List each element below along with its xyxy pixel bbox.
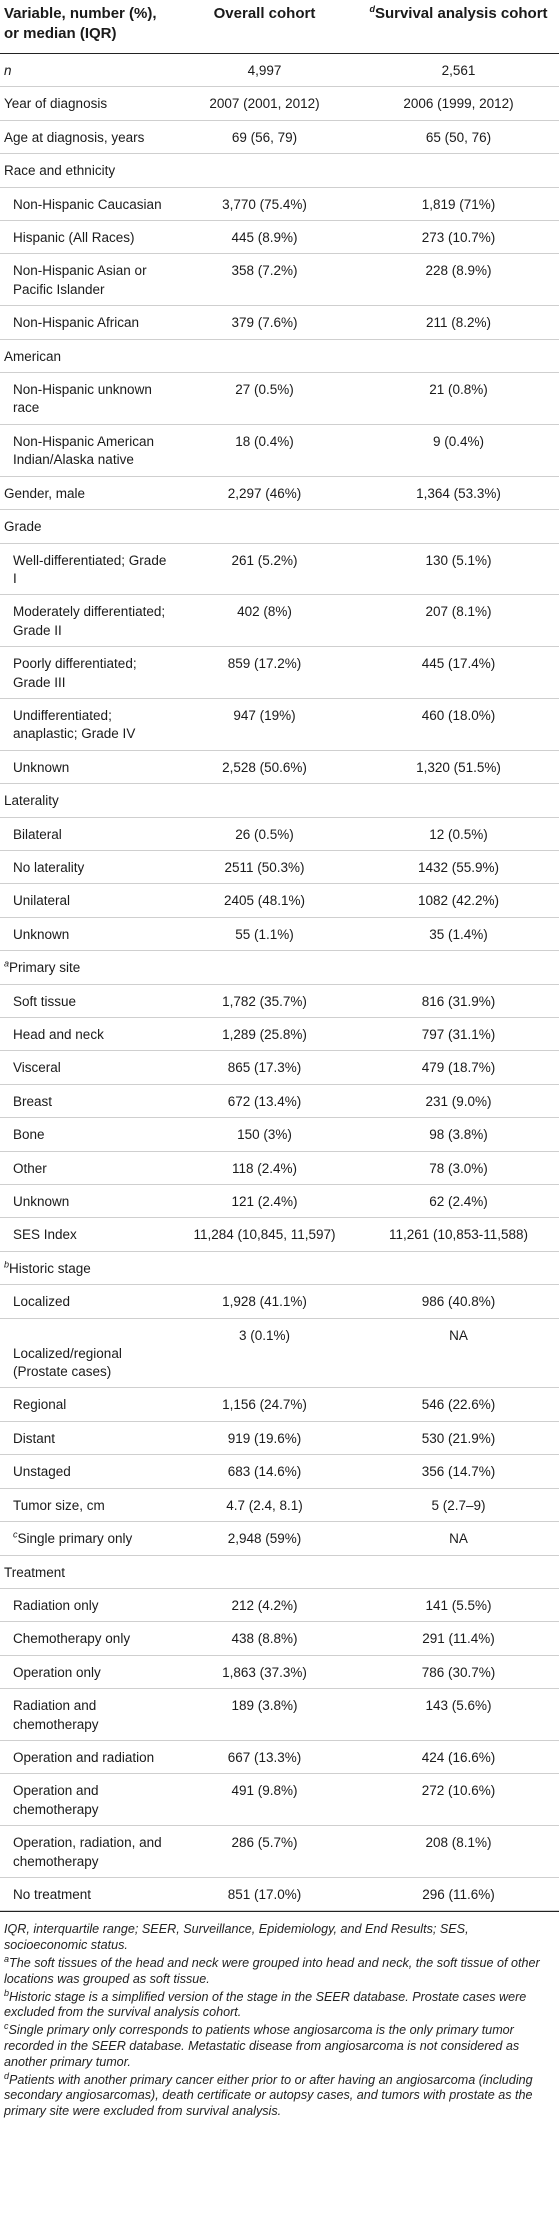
survival-cohort-value: 207 (8.1%): [358, 595, 559, 647]
overall-cohort-value: 69 (56, 79): [171, 120, 358, 153]
row-label-cell: [0, 817, 171, 850]
survival-cohort-value: [358, 951, 559, 984]
footnote-text: Single primary only corresponds to patients whose angiosarcoma is the only primary tumor recorded in the SEER database. Metastatic disease from angiosarcoma is not considered as another primary tumor.: [4, 2023, 520, 2069]
overall-cohort-value: 4,997: [171, 54, 358, 87]
survival-cohort-value: [358, 1251, 559, 1284]
overall-cohort-value: 379 (7.6%): [171, 306, 358, 339]
row-label: Radiation only: [13, 1597, 99, 1613]
row-label-cell: [0, 750, 171, 783]
row-label: Distant: [13, 1430, 56, 1446]
overall-cohort-value: 55 (1.1%): [171, 917, 358, 950]
row-label: Localized: [13, 1294, 71, 1310]
survival-cohort-value: 1,819 (71%): [358, 187, 559, 220]
table-row: [0, 1185, 559, 1218]
row-label-cell: [0, 187, 171, 220]
table-row: [0, 1251, 559, 1284]
survival-cohort-value: 424 (16.6%): [358, 1740, 559, 1773]
row-label: Non-Hispanic Asian or Pacific Islander: [13, 263, 147, 297]
overall-cohort-value: 1,928 (41.1%): [171, 1285, 358, 1318]
table-row: [0, 1877, 559, 1910]
table-row: [0, 1318, 559, 1388]
row-label-cell: [0, 254, 171, 306]
survival-cohort-value: 208 (8.1%): [358, 1826, 559, 1878]
overall-cohort-value: 4.7 (2.4, 8.1): [171, 1488, 358, 1521]
survival-cohort-value: 816 (31.9%): [358, 984, 559, 1017]
row-label-cell: [0, 784, 171, 817]
table-body: [0, 54, 559, 1911]
table-row: [0, 951, 559, 984]
survival-cohort-value: 546 (22.6%): [358, 1388, 559, 1421]
row-label-cell: [0, 1740, 171, 1773]
survival-cohort-value: 11,261 (10,853-11,588): [358, 1218, 559, 1251]
table-row: [0, 424, 559, 476]
survival-cohort-value: 986 (40.8%): [358, 1285, 559, 1318]
row-label-cell: [0, 647, 171, 699]
footnote: [4, 1987, 555, 2022]
row-label: Operation and chemotherapy: [13, 1783, 99, 1817]
row-label: Head and neck: [13, 1027, 104, 1042]
row-label-cell: [0, 1185, 171, 1218]
table-row: [0, 1118, 559, 1151]
row-label: Operation and radiation: [13, 1749, 155, 1765]
survival-cohort-value: 273 (10.7%): [358, 221, 559, 254]
overall-cohort-value: 118 (2.4%): [171, 1151, 358, 1184]
table-row: [0, 817, 559, 850]
row-label: Unstaged: [13, 1464, 71, 1480]
survival-cohort-value: 5 (2.7–9): [358, 1488, 559, 1521]
footnote: [4, 2020, 555, 2070]
row-label: Primary site: [9, 960, 81, 976]
survival-cohort-value: 786 (30.7%): [358, 1655, 559, 1688]
row-label: Non-Hispanic unknown race: [13, 382, 152, 416]
survival-cohort-value: 1082 (42.2%): [358, 884, 559, 917]
overall-cohort-value: 1,156 (24.7%): [171, 1388, 358, 1421]
table-row: [0, 595, 559, 647]
row-label: Age at diagnosis, years: [4, 129, 145, 145]
row-label: Well-differentiated; Grade I: [13, 552, 167, 586]
table-row: [0, 120, 559, 153]
overall-cohort-value: 2007 (2001, 2012): [171, 87, 358, 120]
survival-cohort-value: 143 (5.6%): [358, 1689, 559, 1741]
table-row: [0, 187, 559, 220]
row-label: Other: [13, 1160, 47, 1176]
row-label: Soft tissue: [13, 993, 77, 1009]
row-label: Undifferentiated; anaplastic; Grade IV: [13, 707, 136, 742]
row-label: Gender, male: [4, 485, 86, 501]
footnote-text: Patients with another primary cancer either prior to or after having an angiosarcoma (including secondary angiosarcomas), death certificate or autopsy cases, and tumors with prostate as the primary site were excluded from survival analysis.: [4, 2072, 533, 2119]
row-label: n: [4, 63, 12, 78]
row-label-cell: [0, 339, 171, 372]
survival-cohort-value: 65 (50, 76): [358, 120, 559, 153]
overall-cohort-value: 1,289 (25.8%): [171, 1018, 358, 1051]
row-label: Chemotherapy only: [13, 1631, 131, 1647]
overall-cohort-value: 859 (17.2%): [171, 647, 358, 699]
footnote-text: Historic stage is a simplified version of the stage in the SEER database. Prostate cases were excluded from the survival analysis cohort.: [4, 1989, 527, 2020]
survival-cohort-value: 2,561: [358, 54, 559, 87]
row-label-cell: [0, 850, 171, 883]
overall-cohort-value: 150 (3%): [171, 1118, 358, 1151]
table-row: [0, 750, 559, 783]
table-row: [0, 647, 559, 699]
table-row: [0, 1588, 559, 1621]
survival-cohort-value: 228 (8.9%): [358, 254, 559, 306]
row-label: Grade: [4, 519, 42, 535]
survival-cohort-value: 98 (3.8%): [358, 1118, 559, 1151]
table-row: [0, 850, 559, 883]
header-variable: Variable, number (%), or median (IQR): [0, 0, 171, 54]
footnote-marker: b: [4, 1987, 10, 1998]
row-label: Visceral: [13, 1060, 61, 1076]
row-label: Localized/regional (Prostate cases): [13, 1345, 122, 1380]
row-label: Laterality: [4, 793, 59, 809]
survival-cohort-value: 291 (11.4%): [358, 1622, 559, 1655]
table-row: [0, 154, 559, 187]
overall-cohort-value: 121 (2.4%): [171, 1185, 358, 1218]
row-label-cell: [0, 373, 171, 425]
footnote-marker: d: [4, 2070, 10, 2081]
overall-cohort-value: 2405 (48.1%): [171, 884, 358, 917]
row-label-cell: [0, 1018, 171, 1051]
survival-cohort-value: [358, 154, 559, 187]
survival-cohort-value: 9 (0.4%): [358, 424, 559, 476]
survival-cohort-value: 12 (0.5%): [358, 817, 559, 850]
table-row: [0, 1655, 559, 1688]
row-label: Year of diagnosis: [4, 96, 108, 112]
row-label: Unilateral: [13, 893, 71, 909]
overall-cohort-value: 3 (0.1%): [171, 1318, 358, 1388]
overall-cohort-value: 261 (5.2%): [171, 543, 358, 595]
table-header: [0, 0, 559, 54]
survival-cohort-value: 130 (5.1%): [358, 543, 559, 595]
overall-cohort-value: [171, 951, 358, 984]
row-label-cell: [0, 1622, 171, 1655]
table-row: [0, 784, 559, 817]
row-label-cell: [0, 1421, 171, 1454]
survival-cohort-value: 272 (10.6%): [358, 1774, 559, 1826]
overall-cohort-value: 919 (19.6%): [171, 1421, 358, 1454]
footnote-text: IQR, interquartile range; SEER, Surveillance, Epidemiology, and End Results; SES, socioeconomic status.: [4, 1922, 469, 1953]
row-label: Treatment: [4, 1564, 66, 1580]
row-label-cell: [0, 87, 171, 120]
survival-cohort-value: 1432 (55.9%): [358, 850, 559, 883]
overall-cohort-value: [171, 1251, 358, 1284]
row-label: Non-Hispanic Caucasian: [13, 196, 162, 212]
row-label-cell: [0, 154, 171, 187]
table-row: [0, 1555, 559, 1588]
survival-cohort-value: 797 (31.1%): [358, 1018, 559, 1051]
table-row: [0, 373, 559, 425]
survival-cohort-value: 62 (2.4%): [358, 1185, 559, 1218]
row-label-cell: [0, 1655, 171, 1688]
table-row: [0, 1421, 559, 1454]
overall-cohort-value: 672 (13.4%): [171, 1084, 358, 1117]
table-row: [0, 339, 559, 372]
overall-cohort-value: 491 (9.8%): [171, 1774, 358, 1826]
row-label-cell: [0, 1151, 171, 1184]
survival-cohort-value: 356 (14.7%): [358, 1455, 559, 1488]
row-label-cell: [0, 698, 171, 750]
overall-cohort-value: 358 (7.2%): [171, 254, 358, 306]
overall-cohort-value: 947 (19%): [171, 698, 358, 750]
row-label: Historic stage: [9, 1260, 91, 1276]
row-label: Tumor size, cm: [13, 1497, 105, 1513]
row-label: Bone: [13, 1127, 45, 1143]
row-label-cell: [0, 221, 171, 254]
overall-cohort-value: 865 (17.3%): [171, 1051, 358, 1084]
survival-cohort-value: 479 (18.7%): [358, 1051, 559, 1084]
row-label-cell: [0, 54, 171, 87]
footnote: [4, 1922, 555, 1954]
row-label: Non-Hispanic African: [13, 315, 140, 331]
row-label: Breast: [13, 1093, 53, 1109]
overall-cohort-value: 445 (8.9%): [171, 221, 358, 254]
survival-cohort-value: 21 (0.8%): [358, 373, 559, 425]
overall-cohort-value: 18 (0.4%): [171, 424, 358, 476]
row-label-cell: [0, 424, 171, 476]
survival-cohort-value: [358, 510, 559, 543]
survival-cohort-value: 460 (18.0%): [358, 698, 559, 750]
footnote-marker: a: [4, 958, 10, 969]
table-footnotes: [0, 1911, 559, 2120]
table-row: [0, 1622, 559, 1655]
row-label: Operation only: [13, 1664, 101, 1680]
row-label-cell: [0, 1118, 171, 1151]
overall-cohort-value: 286 (5.7%): [171, 1826, 358, 1878]
row-label-cell: [0, 1251, 171, 1284]
overall-cohort-value: 851 (17.0%): [171, 1877, 358, 1910]
table-row: [0, 54, 559, 87]
footnote-marker: c: [13, 1529, 18, 1540]
table-row: [0, 1488, 559, 1521]
row-label-cell: [0, 595, 171, 647]
overall-cohort-value: 2,948 (59%): [171, 1522, 358, 1555]
table-row: [0, 543, 559, 595]
table-row: [0, 1826, 559, 1878]
row-label: No laterality: [13, 859, 85, 875]
overall-cohort-value: 438 (8.8%): [171, 1622, 358, 1655]
row-label: No treatment: [13, 1886, 92, 1902]
row-label-cell: [0, 1218, 171, 1251]
row-label-cell: [0, 510, 171, 543]
overall-cohort-value: 2,528 (50.6%): [171, 750, 358, 783]
row-label-cell: [0, 1318, 171, 1388]
overall-cohort-value: [171, 339, 358, 372]
row-label-cell: [0, 951, 171, 984]
table-row: [0, 1051, 559, 1084]
overall-cohort-value: [171, 154, 358, 187]
table-row: [0, 254, 559, 306]
footnote-marker: b: [4, 1259, 10, 1270]
overall-cohort-value: [171, 510, 358, 543]
survival-cohort-value: NA: [358, 1318, 559, 1388]
row-label: Poorly differentiated; Grade III: [13, 656, 137, 690]
header-survival-label: Survival analysis cohort: [374, 5, 548, 22]
survival-cohort-value: 296 (11.6%): [358, 1877, 559, 1910]
row-label-cell: [0, 1084, 171, 1117]
survival-cohort-value: 1,320 (51.5%): [358, 750, 559, 783]
table-row: [0, 1740, 559, 1773]
table-row: [0, 1151, 559, 1184]
footnote: [4, 1953, 555, 1988]
row-label-cell: [0, 1877, 171, 1910]
overall-cohort-value: 26 (0.5%): [171, 817, 358, 850]
overall-cohort-value: 189 (3.8%): [171, 1689, 358, 1741]
row-label-cell: [0, 1455, 171, 1488]
table-row: [0, 1522, 559, 1555]
table-row: [0, 1084, 559, 1117]
table-row: [0, 1388, 559, 1421]
row-label-cell: [0, 543, 171, 595]
table-row: [0, 221, 559, 254]
overall-cohort-value: 11,284 (10,845, 11,597): [171, 1218, 358, 1251]
survival-cohort-value: 211 (8.2%): [358, 306, 559, 339]
table-row: [0, 87, 559, 120]
survival-cohort-value: 141 (5.5%): [358, 1588, 559, 1621]
row-label-cell: [0, 1388, 171, 1421]
table-row: [0, 1018, 559, 1051]
survival-cohort-value: 530 (21.9%): [358, 1421, 559, 1454]
table-row: [0, 476, 559, 509]
survival-cohort-value: 2006 (1999, 2012): [358, 87, 559, 120]
survival-cohort-value: 35 (1.4%): [358, 917, 559, 950]
row-label: Regional: [13, 1397, 67, 1413]
overall-cohort-value: 667 (13.3%): [171, 1740, 358, 1773]
row-label: Moderately differentiated; Grade II: [13, 604, 166, 638]
survival-cohort-value: 1,364 (53.3%): [358, 476, 559, 509]
row-label-cell: [0, 1774, 171, 1826]
survival-cohort-value: 231 (9.0%): [358, 1084, 559, 1117]
row-label: Radiation and chemotherapy: [13, 1698, 99, 1732]
row-label: SES Index: [13, 1227, 77, 1243]
row-label: Race and ethnicity: [4, 163, 116, 179]
row-label: Non-Hispanic American Indian/Alaska native: [13, 433, 155, 468]
survival-cohort-value: 78 (3.0%): [358, 1151, 559, 1184]
table-row: [0, 1218, 559, 1251]
table-row: [0, 1774, 559, 1826]
overall-cohort-value: 1,782 (35.7%): [171, 984, 358, 1017]
survival-cohort-value: [358, 784, 559, 817]
footnote-text: The soft tissues of the head and neck were grouped into head and neck, the soft tissue of other locations was grouped as soft tissue.: [4, 1955, 540, 1986]
overall-cohort-value: 27 (0.5%): [171, 373, 358, 425]
table-row: [0, 884, 559, 917]
table-row: [0, 984, 559, 1017]
header-overall-cohort: Overall cohort: [171, 0, 358, 54]
row-label-cell: [0, 1522, 171, 1555]
row-label-cell: [0, 1488, 171, 1521]
table-row: [0, 698, 559, 750]
row-label-cell: [0, 984, 171, 1017]
header-survival-cohort: [358, 0, 559, 54]
footnote-marker: c: [4, 2020, 9, 2031]
row-label: Single primary only: [17, 1531, 133, 1547]
row-label: American: [4, 348, 62, 364]
overall-cohort-value: [171, 784, 358, 817]
row-label-cell: [0, 120, 171, 153]
row-label: Unknown: [13, 759, 70, 775]
table-row: [0, 1285, 559, 1318]
row-label-cell: [0, 1689, 171, 1741]
row-label-cell: [0, 1826, 171, 1878]
footnote-marker: a: [4, 1953, 10, 1964]
row-label-cell: [0, 884, 171, 917]
table-row: [0, 1455, 559, 1488]
overall-cohort-value: 212 (4.2%): [171, 1588, 358, 1621]
row-label-cell: [0, 1285, 171, 1318]
row-label-cell: [0, 1588, 171, 1621]
row-label: Bilateral: [13, 826, 62, 842]
overall-cohort-value: 683 (14.6%): [171, 1455, 358, 1488]
table-row: [0, 1689, 559, 1741]
survival-cohort-value: [358, 1555, 559, 1588]
row-label-cell: [0, 1555, 171, 1588]
overall-cohort-value: 2,297 (46%): [171, 476, 358, 509]
overall-cohort-value: 3,770 (75.4%): [171, 187, 358, 220]
table-row: [0, 306, 559, 339]
row-label-cell: [0, 917, 171, 950]
header-footnote-marker: d: [369, 4, 375, 14]
overall-cohort-value: [171, 1555, 358, 1588]
table-row: [0, 510, 559, 543]
row-label-cell: [0, 306, 171, 339]
row-label: Hispanic (All Races): [13, 230, 135, 246]
row-label: Unknown: [13, 926, 70, 942]
row-label-cell: [0, 1051, 171, 1084]
survival-cohort-value: NA: [358, 1522, 559, 1555]
row-label: Operation, radiation, and chemotherapy: [13, 1835, 162, 1869]
table-row: [0, 917, 559, 950]
row-label: Unknown: [13, 1194, 70, 1210]
row-label-cell: [0, 476, 171, 509]
overall-cohort-value: 1,863 (37.3%): [171, 1655, 358, 1688]
overall-cohort-value: 402 (8%): [171, 595, 358, 647]
overall-cohort-value: 2511 (50.3%): [171, 850, 358, 883]
footnote: [4, 2070, 555, 2120]
survival-cohort-value: [358, 339, 559, 372]
survival-cohort-value: 445 (17.4%): [358, 647, 559, 699]
